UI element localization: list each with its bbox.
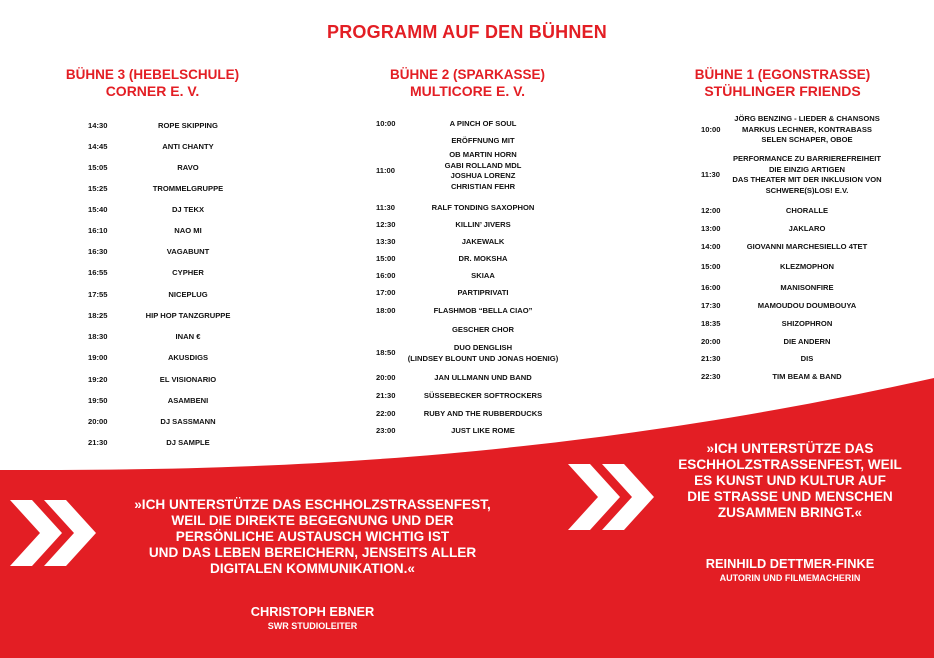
schedule-act: ANTI CHANTY	[162, 142, 214, 151]
schedule-act: DJ TEKX	[171, 205, 205, 214]
quote-2-role: AUTORIN UND FILMEMACHERIN	[719, 573, 861, 583]
schedule-act: PERFORMANCE ZU BARRIEREFREIHEIT DIE EINZIG ARTIGEN DAS THEATER MIT DER INKLUSION VON SCHWERE(S)LOS! E.V.	[732, 154, 882, 195]
schedule-time: 16:00	[701, 283, 721, 292]
schedule-act: DIS	[800, 354, 814, 363]
stage1-name: BÜHNE 1 (EGONSTRASSE)	[694, 67, 871, 82]
schedule-time: 15:25	[88, 184, 108, 193]
schedule-time: 19:00	[88, 353, 108, 362]
quote-line: PERSÖNLICHE AUSTAUSCH WICHTIG IST	[175, 529, 450, 544]
quote-1-role: SWR STUDIOLEITER	[267, 621, 358, 631]
schedule-time: 23:00	[376, 426, 396, 435]
schedule-act: VAGABUNT	[166, 247, 210, 256]
schedule-act: OB MARTIN HORN GABI ROLLAND MDL JOSHUA LORENZ CHRISTIAN FEHR	[444, 150, 522, 191]
schedule-act: KILLIN’ JIVERS	[455, 220, 511, 229]
schedule-time: 20:00	[88, 417, 108, 426]
schedule-act: MANISONFIRE	[780, 283, 834, 292]
stage2-name: BÜHNE 2 (SPARKASSE)	[389, 67, 546, 82]
schedule-time: 16:30	[88, 247, 108, 256]
schedule-act: FLASHMOB “BELLA CIAO”	[433, 306, 533, 315]
schedule-time: 21:30	[376, 391, 396, 400]
stage1-host: STÜHLINGER FRIENDS	[704, 83, 861, 99]
schedule-time: 11:30	[701, 169, 721, 179]
schedule-act: A PINCH OF SOUL	[449, 119, 517, 128]
schedule-act: NICEPLUG	[168, 290, 208, 299]
schedule-act: TIM BEAM & BAND	[772, 372, 842, 381]
schedule-time: 16:55	[88, 268, 108, 277]
schedule-act: KLEZMOPHON	[780, 262, 834, 271]
schedule-time: 22:00	[376, 409, 396, 418]
schedule-time: 11:00	[376, 165, 396, 175]
schedule-act: JAN ULLMANN UND BAND	[434, 373, 532, 382]
quote-line: ES KUNST UND KULTUR AUF	[694, 473, 886, 488]
schedule-time: 12:30	[376, 220, 396, 229]
schedule-time: 16:00	[376, 271, 396, 280]
schedule-act: RUBY AND THE RUBBERDUCKS	[423, 409, 543, 418]
schedule-time: 14:45	[88, 142, 108, 151]
schedule-act: DUO DENGLISH (LINDSEY BLOUNT UND JONAS HOENIG)	[407, 343, 559, 363]
schedule-time: 13:30	[376, 237, 396, 246]
schedule-act: INAN €	[175, 332, 201, 341]
schedule-act: SÜSSEBECKER SOFTROCKERS	[423, 391, 543, 400]
schedule-time: 22:30	[701, 372, 721, 381]
schedule-act: NAO MI	[174, 226, 202, 235]
quote-1	[95, 497, 530, 577]
schedule-act: CYPHER	[172, 268, 204, 277]
schedule-time: 15:05	[88, 163, 108, 172]
schedule-time: 18:30	[88, 332, 108, 341]
schedule-time: 17:30	[701, 301, 721, 310]
stage3-name: BÜHNE 3 (HEBELSCHULE)	[65, 67, 240, 82]
schedule-time: 10:00	[376, 119, 396, 128]
schedule-act: JAKLARO	[788, 224, 826, 233]
schedule-act: AKUSDIGS	[167, 353, 209, 362]
schedule-time: 12:00	[701, 206, 721, 215]
schedule-act: EL VISIONARIO	[159, 375, 217, 384]
schedule-time: 20:00	[376, 373, 396, 382]
schedule-time: 15:40	[88, 205, 108, 214]
schedule-time: 14:30	[88, 121, 108, 130]
schedule-act: JUST LIKE ROME	[451, 426, 515, 435]
stage2-host: MULTICORE E. V.	[409, 83, 526, 99]
schedule-time: 10:00	[701, 124, 721, 134]
schedule-act: DJ SASSMANN	[160, 417, 216, 426]
schedule-act: ERÖFFNUNG MIT	[451, 136, 515, 145]
schedule-act: JAKEWALK	[461, 237, 505, 246]
schedule-act: TROMMELGRUPPE	[152, 184, 224, 193]
schedule-act: RALF TONDING SAXOPHON	[431, 203, 535, 212]
schedule-act: PARTIPRIVATI	[457, 288, 509, 297]
schedule-act: GESCHER CHOR	[451, 325, 515, 334]
schedule-act: GIOVANNI MARCHESIELLO 4TET	[746, 242, 868, 251]
double-chevron-icon	[566, 456, 658, 538]
schedule-time: 16:10	[88, 226, 108, 235]
schedule-time: 14:00	[701, 242, 721, 251]
schedule-act: SKIAA	[471, 271, 495, 280]
quote-1-author: CHRISTOPH EBNER	[250, 604, 375, 619]
schedule-act: HIP HOP TANZGRUPPE	[145, 311, 231, 320]
schedule-time: 17:00	[376, 288, 396, 297]
schedule-act: JÖRG BENZING - LIEDER & CHANSONS MARKUS LECHNER, KONTRABASS SELEN SCHAPER, OBOE	[734, 114, 880, 144]
schedule-time: 13:00	[701, 224, 721, 233]
schedule-time: 20:00	[701, 337, 721, 346]
quote-line: ZUSAMMEN BRINGT.«	[717, 505, 863, 520]
schedule-time: 21:30	[88, 438, 108, 447]
schedule-act: ROPE SKIPPING	[158, 121, 218, 130]
schedule-act: DJ SAMPLE	[166, 438, 210, 447]
quote-line: UND DAS LEBEN BEREICHERN, JENSEITS ALLER	[148, 545, 477, 560]
schedule-time: 11:30	[376, 203, 396, 212]
quote-line: WEIL DIE DIREKTE BEGEGNUNG UND DER	[171, 513, 454, 528]
schedule-act: MAMOUDOU DOUMBOUYA	[757, 301, 857, 310]
schedule-act: ASAMBENI	[167, 396, 209, 405]
page-title: PROGRAMM AUF DEN BÜHNEN	[327, 22, 607, 42]
schedule-time: 18:35	[701, 319, 721, 328]
quote-2-author: REINHILD DETTMER-FINKE	[705, 556, 875, 571]
schedule-act: DR. MOKSHA	[458, 254, 508, 263]
double-chevron-icon	[8, 492, 100, 574]
quote-line: »ICH UNTERSTÜTZE DAS ESCHHOLZSTRASSENFEST,	[134, 497, 491, 512]
schedule-act: RAVO	[177, 163, 199, 172]
quote-line: »ICH UNTERSTÜTZE DAS	[706, 441, 874, 456]
schedule-time: 18:00	[376, 306, 396, 315]
schedule-time: 19:50	[88, 396, 108, 405]
stage3-schedule	[88, 0, 258, 460]
schedule-act: SHIZOPHRON	[781, 319, 833, 328]
quote-line: ESCHHOLZSTRASSENFEST, WEIL	[678, 457, 902, 472]
schedule-time: 18:50	[376, 348, 396, 358]
schedule-time: 19:20	[88, 375, 108, 384]
stage1-schedule	[701, 0, 891, 400]
schedule-time: 18:25	[88, 311, 108, 320]
quote-2	[655, 441, 925, 521]
schedule-act: DIE ANDERN	[783, 337, 831, 346]
schedule-time: 21:30	[701, 354, 721, 363]
quote-line: DIE STRASSE UND MENSCHEN	[687, 489, 893, 504]
schedule-time: 15:00	[701, 262, 721, 271]
quote-line: DIGITALEN KOMMUNIKATION.«	[210, 561, 415, 576]
stage3-host: CORNER E. V.	[105, 83, 200, 99]
schedule-act: CHORALLE	[785, 206, 829, 215]
stage2-schedule	[376, 0, 576, 460]
schedule-time: 17:55	[88, 290, 108, 299]
schedule-time: 15:00	[376, 254, 396, 263]
